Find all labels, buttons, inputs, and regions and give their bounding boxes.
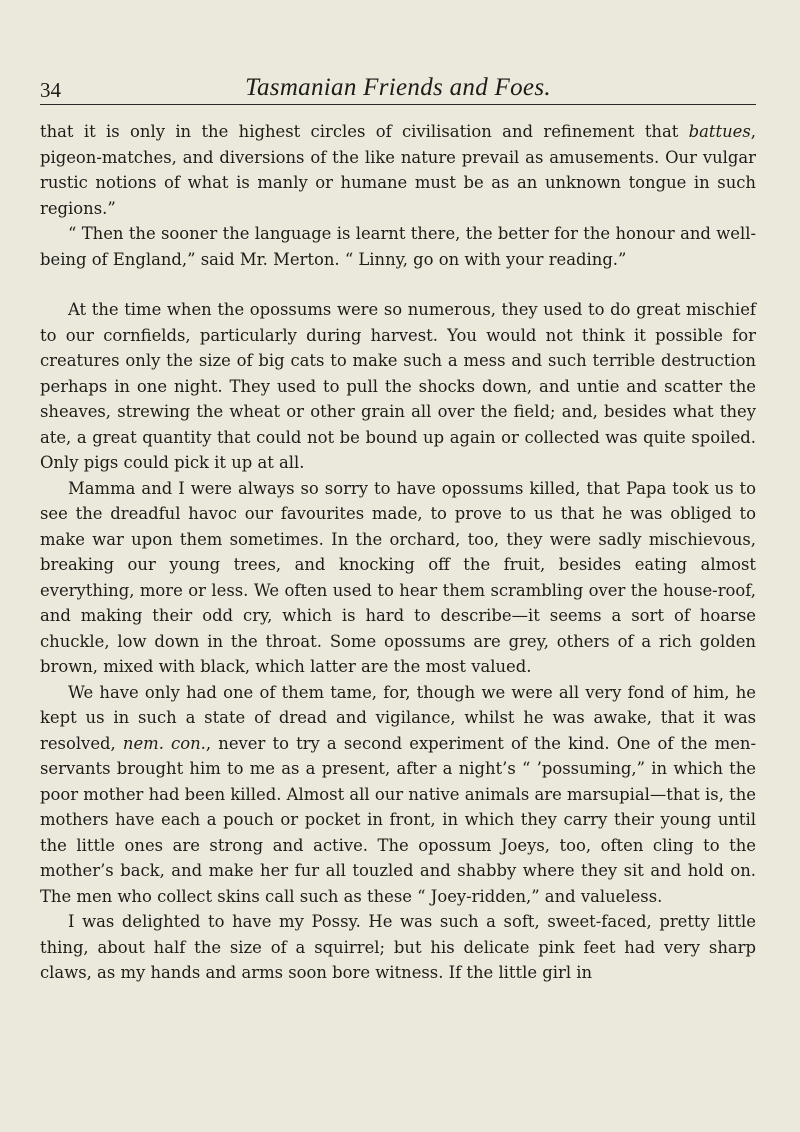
page-number: 34 bbox=[40, 78, 61, 102]
paragraph bbox=[40, 119, 756, 221]
italic-run: nem. con. bbox=[122, 733, 206, 753]
text-run: “ Then the sooner the language is learnt there, the better for the honour and well-being of England,” said Mr. Merton. “ Linny, go on with your reading.” bbox=[40, 224, 756, 269]
paragraph bbox=[40, 221, 756, 272]
text-run: that it is only in the highest circles of civilisation and refinement that bbox=[40, 122, 689, 141]
book-page bbox=[40, 64, 756, 986]
body-text bbox=[40, 119, 756, 986]
text-run: We have only had one of them tame, for, though we were all very fond of him, he kept us in such a state of dread and vigilance, whilst he was awake, that it was resolved, bbox=[40, 682, 756, 753]
text-run: , never to try a second experiment of the kind. One of the men-servants brought him to me as a present, after a night’s “ ’possuming,” in which the poor mother had been killed. Almost all our native animals are marsupial—that is, the mothers have each a pouch or pocket in front, in which they carry their young until the little ones are strong and active. The opossum Joeys, too, often cling to the mother’s back, and make her fur all touzled and shabby where they sit and hold on. The men who collect skins call such as these “ Joey-ridden,” and valueless. bbox=[40, 733, 756, 906]
paragraph bbox=[40, 680, 756, 910]
text-run: Mamma and I were always so sorry to have opossums killed, that Papa took us to see the dreadful havoc our favourites made, to prove to us that he was obliged to make war upon them sometimes. In the orchard, too, they were sadly mischievous, breaking our young trees, and knocking off the fruit, besides eating almost everything, more or less. We often used to hear them scrambling over the house-roof, and making their odd cry, which is hard to describe—it seems a sort of hoarse chuckle, low down in the throat. Some opossums are grey, others of a rich golden brown, mixed with black, which latter are the most valued. bbox=[40, 478, 756, 676]
text-run: , pigeon-matches, and diversions of the like nature prevail as amusements. Our vulgar rustic notions of what is manly or humane must be as an unknown tongue in such regions.” bbox=[40, 122, 756, 218]
running-head bbox=[40, 64, 756, 105]
text-run: At the time when the opossums were so numerous, they used to do great mischief to our cornfields, particularly during harvest. You would not think it possible for creatures only the size of big cats to make such a mess and such terrible destruction perhaps in one night. They used to pull the shocks down, and untie and scatter the sheaves, strewing the wheat or other grain all over the field; and, besides what they ate, a great quantity that could not be bound up again or collected was quite spoiled. Only pigs could pick it up at all. bbox=[40, 300, 756, 472]
paragraph bbox=[40, 476, 756, 680]
italic-run: battues bbox=[688, 122, 751, 141]
running-title: Tasmanian Friends and Foes. bbox=[245, 74, 551, 101]
paragraph bbox=[40, 909, 756, 986]
paragraph bbox=[40, 297, 756, 476]
text-run: I was delighted to have my Possy. He was such a soft, sweet-faced, pretty little thing, about half the size of a squirrel; but his delicate pink feet had very sharp claws, as my hands and arms soon bore witness. If the little girl in bbox=[40, 912, 756, 982]
